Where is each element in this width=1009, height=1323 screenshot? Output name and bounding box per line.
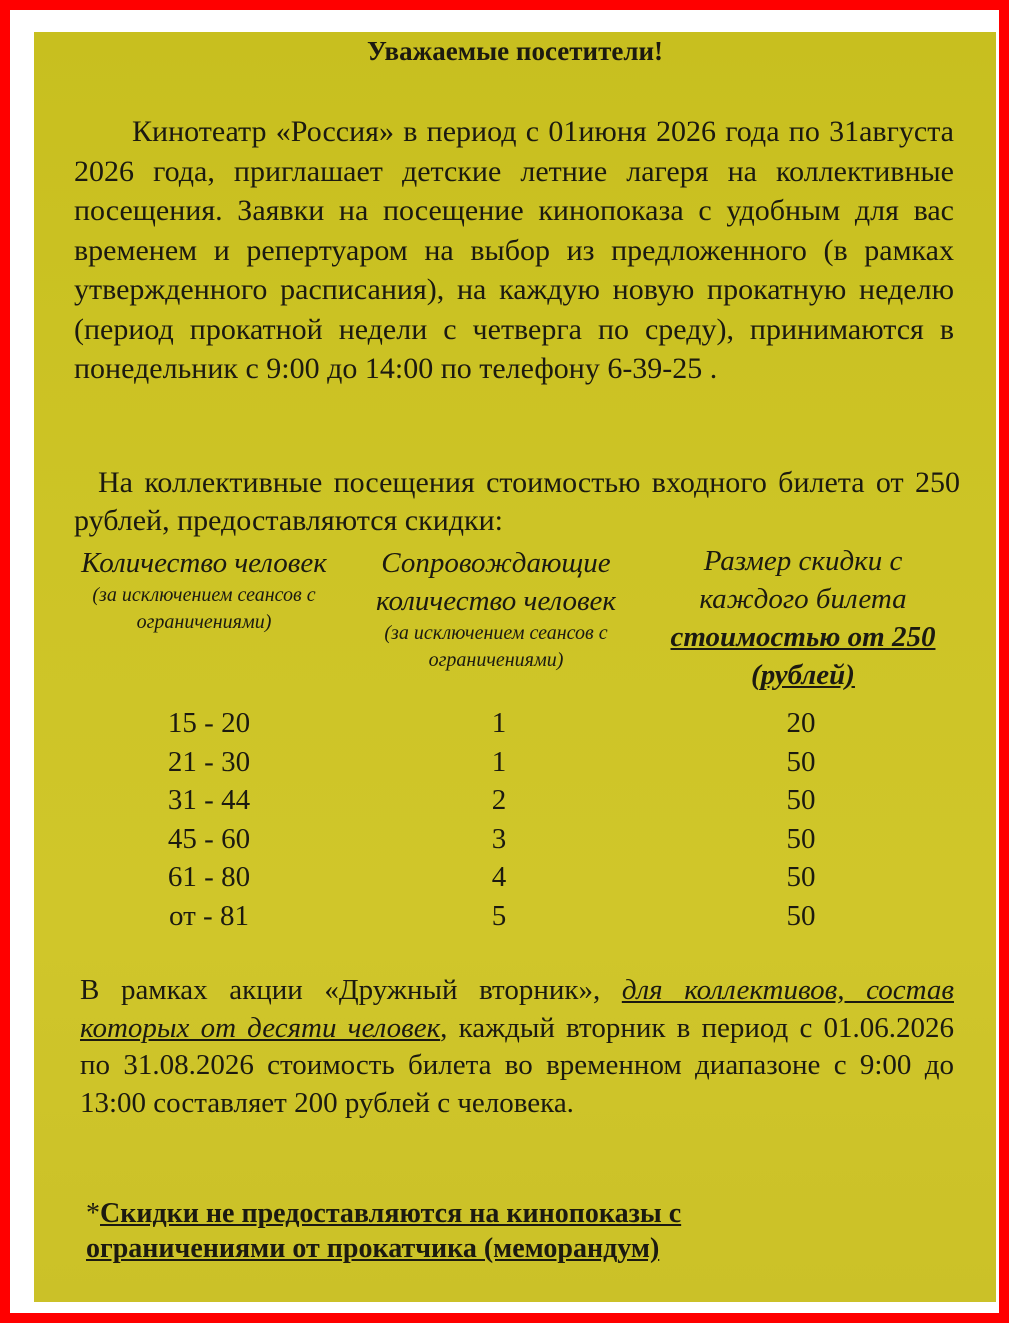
people-values <box>144 704 274 935</box>
companions-header-text: Сопровождающие количество человек <box>376 547 616 617</box>
table-cell-companions: 1 <box>491 707 507 739</box>
table-cell-companions: 4 <box>491 861 507 893</box>
photo-frame <box>10 10 999 1313</box>
table-cell-companions: 2 <box>491 784 507 816</box>
invitation-text: Кинотеатр «Россия» в период с 01июня 2026 года по 31августа 2026 года, приглашает детские летние лагеря на коллективные посещения. Заявки на посещение кинопоказа с удобным для вас временем и репертуаром на выбор из предложенного (в рамках утвержденного расписания), на каждую новую прокатную неделю (период прокатной недели с четверга по среду), принимаются в понедельник с 9:00 до 14:00 по телефону 6-39-25 . <box>74 115 954 385</box>
column-companions-header <box>346 544 646 674</box>
table-cell-people: 15 - 20 <box>167 707 251 739</box>
promo-text-end: , каждый вторник в период с 01.06.2026 по 31.08.2026 стоимость билета во временном диапазоне с 9:00 до 13:00 составляет 200 рублей с человека. <box>80 1011 954 1119</box>
table-cell-people: 21 - 30 <box>167 745 251 778</box>
invitation-paragraph <box>74 112 954 389</box>
footnote-star: * <box>86 1198 100 1229</box>
people-header-note: (за исключением сеансов с ограничениями) <box>92 584 316 633</box>
promo-text-underlined: для коллективов, состав которых от десяти человек <box>80 974 954 1044</box>
footnote <box>86 1196 826 1266</box>
table-cell-discount: 20 <box>786 707 816 739</box>
table-cell-discount: 50 <box>786 861 816 893</box>
notice-title: Уважаемые посетители! <box>366 36 664 66</box>
promo-text-start: В рамках акции «Дружный вторник», <box>80 974 622 1006</box>
companions-header-note: (за исключением сеансов с ограничениями) <box>384 622 608 671</box>
companions-values <box>444 704 554 935</box>
table-cell-people: от - 81 <box>169 899 249 932</box>
discount-values <box>746 704 856 935</box>
table-cell-discount: 50 <box>786 745 816 778</box>
discount-header-underlined: стоимостью от 250 (рублей) <box>670 621 936 691</box>
notice-paper <box>34 32 996 1302</box>
table-cell-discount: 50 <box>786 784 816 816</box>
table-cell-companions: 3 <box>491 822 507 855</box>
table-cell-people: 45 - 60 <box>167 822 251 855</box>
table-cell-people: 61 - 80 <box>167 861 251 893</box>
column-people-header <box>70 544 338 636</box>
table-cell-discount: 50 <box>786 822 816 855</box>
table-cell-companions: 1 <box>491 745 507 778</box>
table-cell-discount: 50 <box>786 899 816 932</box>
column-discount-header <box>662 542 944 694</box>
table-cell-people: 31 - 44 <box>167 784 251 816</box>
discount-intro-text: На коллективные посещения стоимостью входного билета от 250 рублей, предоставляются скидки: <box>74 466 960 537</box>
tuesday-promo-paragraph <box>80 972 954 1122</box>
discount-header-text: Размер скидки с каждого билета <box>699 545 907 615</box>
footnote-text: Скидки не предоставляются на кинопоказы с ограничениями от прокатчика (меморандум) <box>86 1198 682 1264</box>
discount-intro-paragraph <box>74 464 960 540</box>
people-header-text: Количество человек <box>81 547 327 579</box>
table-cell-companions: 5 <box>491 899 507 932</box>
